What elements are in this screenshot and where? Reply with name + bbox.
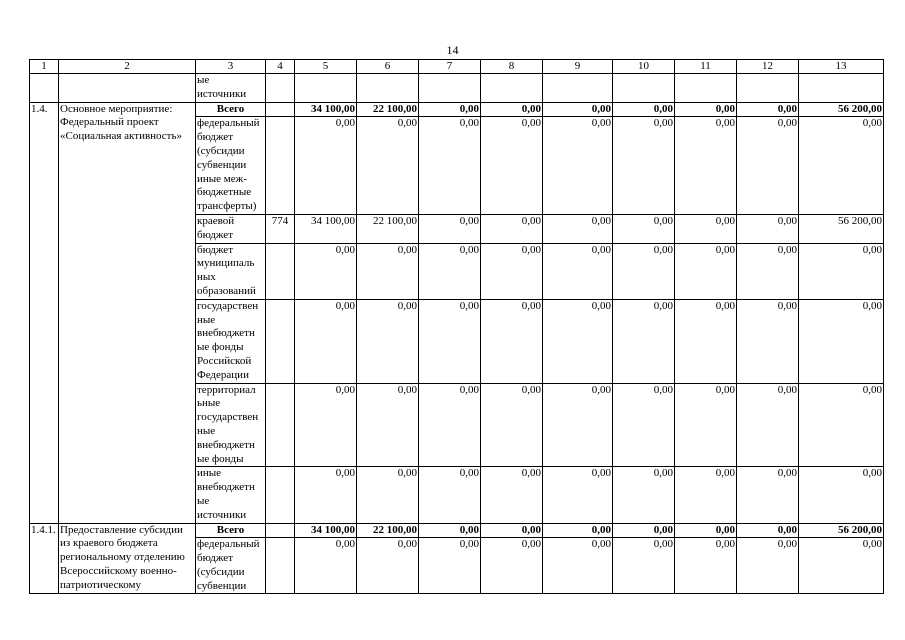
value-cell: 0,00	[675, 523, 737, 538]
table-row	[30, 102, 884, 117]
value-cell: 0,00	[543, 538, 613, 594]
value-cell: 0,00	[675, 538, 737, 594]
source-cell: ые источники	[196, 74, 266, 103]
column-header: 8	[481, 60, 543, 74]
value-cell: 0,00	[799, 243, 884, 299]
value-cell: 0,00	[675, 243, 737, 299]
value-cell: 0,00	[357, 299, 419, 383]
value-cell: 0,00	[481, 523, 543, 538]
code-col4	[266, 117, 295, 215]
value-cell: 0,00	[481, 243, 543, 299]
value-cell: 56 200,00	[799, 102, 884, 117]
value-cell: 0,00	[357, 538, 419, 594]
empty-cell	[295, 74, 357, 103]
value-cell: 0,00	[543, 523, 613, 538]
row-name: Основное мероприятие: Федеральный проект «Социальная активность»	[59, 102, 196, 523]
table-body	[30, 60, 884, 594]
column-header: 4	[266, 60, 295, 74]
value-cell: 0,00	[295, 243, 357, 299]
value-cell: 0,00	[419, 383, 481, 467]
value-cell: 0,00	[481, 467, 543, 523]
empty-cell	[799, 74, 884, 103]
source-cell: федеральный бюджет (субсидии субвенции	[196, 538, 266, 594]
value-cell: 0,00	[543, 299, 613, 383]
value-cell: 0,00	[295, 383, 357, 467]
value-cell: 0,00	[799, 299, 884, 383]
value-cell: 0,00	[357, 117, 419, 215]
value-cell: 0,00	[675, 299, 737, 383]
value-cell: 0,00	[737, 538, 799, 594]
value-cell: 0,00	[481, 117, 543, 215]
table-row	[30, 74, 884, 103]
value-cell: 0,00	[737, 383, 799, 467]
code-col4	[266, 299, 295, 383]
column-header: 9	[543, 60, 613, 74]
value-cell: 0,00	[419, 214, 481, 243]
source-cell: краевой бюджет	[196, 214, 266, 243]
column-header: 2	[59, 60, 196, 74]
row-name: Предоставление субсидии из краевого бюджета региональному отделению Всероссийскому военно- патриотическому	[59, 523, 196, 594]
code-col4	[266, 243, 295, 299]
value-cell: 0,00	[357, 243, 419, 299]
code-cell	[30, 74, 59, 103]
empty-cell	[543, 74, 613, 103]
value-cell: 0,00	[613, 117, 675, 215]
value-cell: 22 100,00	[357, 102, 419, 117]
value-cell: 0,00	[543, 243, 613, 299]
value-cell: 0,00	[419, 299, 481, 383]
empty-cell	[419, 74, 481, 103]
code-col4: 774	[266, 214, 295, 243]
value-cell: 0,00	[613, 383, 675, 467]
source-cell: территориал ьные государствен ные внебюджетн ые фонды	[196, 383, 266, 467]
source-cell: иные внебюджетн ые источники	[196, 467, 266, 523]
value-cell: 0,00	[799, 538, 884, 594]
value-cell: 0,00	[675, 214, 737, 243]
value-cell: 0,00	[419, 117, 481, 215]
column-header: 3	[196, 60, 266, 74]
column-header: 12	[737, 60, 799, 74]
value-cell: 0,00	[737, 467, 799, 523]
value-cell: 0,00	[481, 214, 543, 243]
value-cell: 0,00	[613, 523, 675, 538]
column-header: 1	[30, 60, 59, 74]
code-col4	[266, 467, 295, 523]
value-cell: 0,00	[799, 467, 884, 523]
value-cell: 0,00	[295, 467, 357, 523]
column-header: 10	[613, 60, 675, 74]
value-cell: 0,00	[481, 102, 543, 117]
value-cell: 0,00	[613, 243, 675, 299]
value-cell: 0,00	[419, 538, 481, 594]
value-cell: 0,00	[675, 117, 737, 215]
column-header: 7	[419, 60, 481, 74]
value-cell: 0,00	[613, 214, 675, 243]
empty-cell	[357, 74, 419, 103]
value-cell: 0,00	[737, 523, 799, 538]
header-row	[30, 60, 884, 74]
code-col4	[266, 102, 295, 117]
value-cell: 56 200,00	[799, 214, 884, 243]
value-cell: 22 100,00	[357, 523, 419, 538]
empty-cell	[266, 74, 295, 103]
code-col4	[266, 538, 295, 594]
value-cell: 0,00	[675, 383, 737, 467]
column-header: 5	[295, 60, 357, 74]
empty-cell	[675, 74, 737, 103]
value-cell: 0,00	[419, 523, 481, 538]
source-cell: федеральный бюджет (субсидии субвенции иные меж- бюджетные трансферты)	[196, 117, 266, 215]
value-cell: 0,00	[481, 299, 543, 383]
value-cell: 0,00	[613, 538, 675, 594]
value-cell: 0,00	[419, 102, 481, 117]
value-cell: 0,00	[543, 102, 613, 117]
value-cell: 0,00	[613, 299, 675, 383]
value-cell: 0,00	[613, 102, 675, 117]
value-cell: 0,00	[357, 467, 419, 523]
value-cell: 34 100,00	[295, 214, 357, 243]
value-cell: 0,00	[613, 467, 675, 523]
value-cell: 0,00	[737, 299, 799, 383]
empty-cell	[613, 74, 675, 103]
column-header: 13	[799, 60, 884, 74]
source-cell: государствен ные внебюджетн ые фонды Российской Федерации	[196, 299, 266, 383]
value-cell: 0,00	[799, 117, 884, 215]
value-cell: 0,00	[481, 383, 543, 467]
value-cell: 34 100,00	[295, 102, 357, 117]
value-cell: 0,00	[675, 102, 737, 117]
value-cell: 0,00	[543, 117, 613, 215]
code-col4	[266, 523, 295, 538]
column-header: 11	[675, 60, 737, 74]
value-cell: 0,00	[799, 383, 884, 467]
value-cell: 0,00	[737, 214, 799, 243]
value-cell: 0,00	[295, 538, 357, 594]
row-code: 1.4.1.	[30, 523, 59, 594]
table-row	[30, 523, 884, 538]
value-cell: 0,00	[543, 467, 613, 523]
value-cell: 0,00	[295, 117, 357, 215]
value-cell: 0,00	[737, 102, 799, 117]
empty-cell	[481, 74, 543, 103]
value-cell: 0,00	[419, 243, 481, 299]
column-header: 6	[357, 60, 419, 74]
row-code: 1.4.	[30, 102, 59, 523]
value-cell: 0,00	[675, 467, 737, 523]
value-cell: 0,00	[543, 214, 613, 243]
name-cell	[59, 74, 196, 103]
source-cell: Всего	[196, 523, 266, 538]
value-cell: 34 100,00	[295, 523, 357, 538]
value-cell: 22 100,00	[357, 214, 419, 243]
value-cell: 0,00	[737, 117, 799, 215]
value-cell: 0,00	[419, 467, 481, 523]
value-cell: 0,00	[357, 383, 419, 467]
code-col4	[266, 383, 295, 467]
budget-table	[29, 59, 884, 594]
value-cell: 0,00	[543, 383, 613, 467]
page-number: 14	[446, 43, 459, 57]
value-cell: 56 200,00	[799, 523, 884, 538]
value-cell: 0,00	[737, 243, 799, 299]
value-cell: 0,00	[481, 538, 543, 594]
source-cell: Всего	[196, 102, 266, 117]
empty-cell	[737, 74, 799, 103]
source-cell: бюджет муниципаль ных образований	[196, 243, 266, 299]
value-cell: 0,00	[295, 299, 357, 383]
